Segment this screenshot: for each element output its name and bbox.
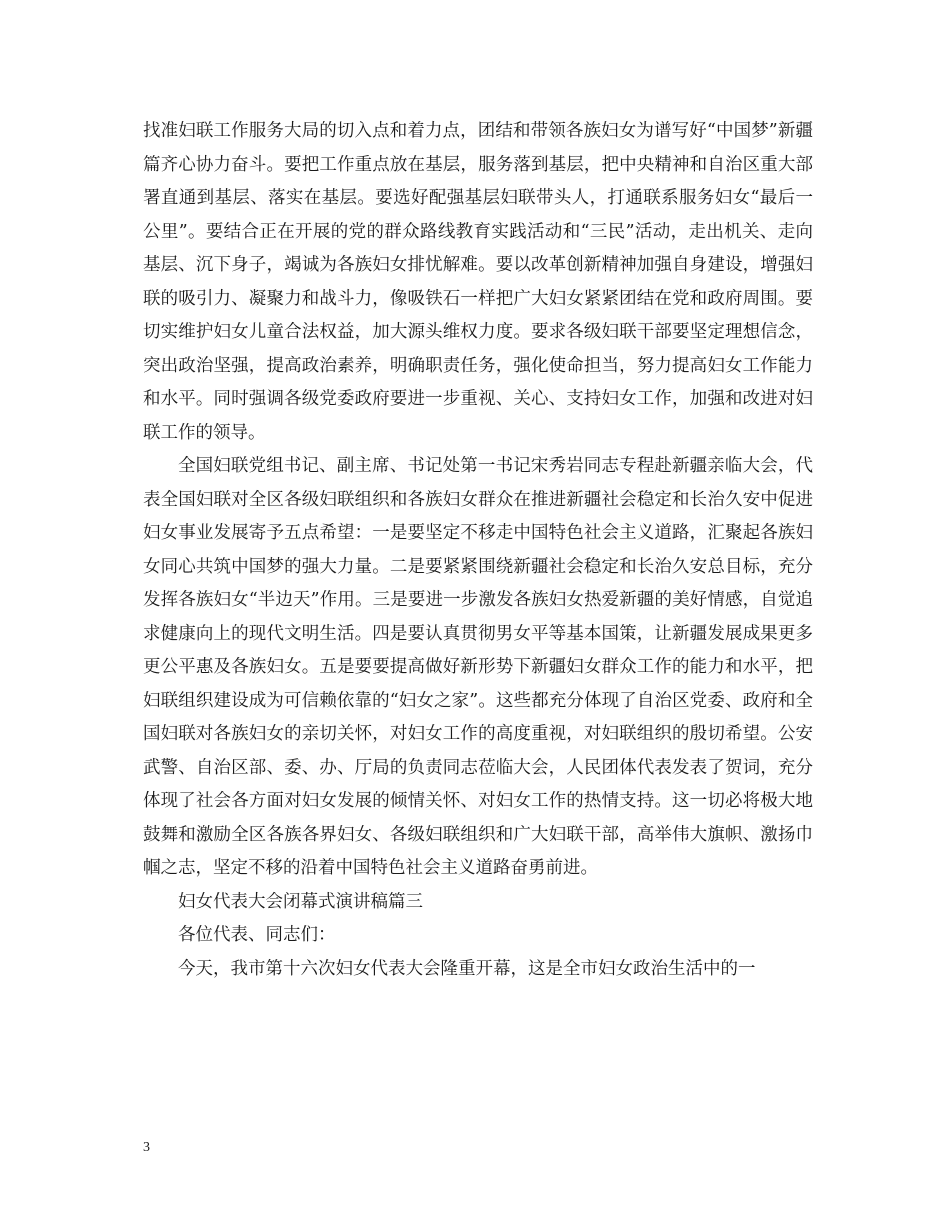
page-number: 3 bbox=[143, 1140, 150, 1155]
salutation: 各位代表、同志们： bbox=[178, 925, 336, 945]
paragraph-opening: 今天，我市第十六次妇女代表大会隆重开幕，这是全市妇女政治生活中的一 bbox=[178, 958, 756, 979]
paragraph-continuation: 找准妇联工作服务大局的切入点和着力点，团结和带领各族妇女为谱写好“中国梦”新疆篇齐心协力奋斗。要把工作重点放在基层，服务落到基层，把中央精神和自治区重大部署直通到基层、落实在基层。要选好配强基层妇联带头人，打通联系服务妇女“最后一公里”。要结合正在开展的党的群众路线教育实践活动和“三民”活动，走出机关、走向基层、沉下身子，竭诚为各族妇女排忧解难。要以改革创新精神加强自身建设，增强妇联的吸引力、凝聚力和战斗力，像吸铁石一样把广大妇女紧紧团结在党和政府周围。要切实维护妇女儿童合法权益，加大源头维权力度。要求各级妇联干部要坚定理想信念，突出政治坚强，提高政治素养，明确职责任务，强化使命担当，努力提高妇女工作能力和水平。同时强调各级党委政府要进一步重视、关心、支持妇女工作，加强和改进对妇联工作的领导。 bbox=[143, 121, 813, 443]
section-heading: 妇女代表大会闭幕式演讲稿篇三 bbox=[178, 891, 423, 912]
paragraph-song-xiuyan: 全国妇联党组书记、副主席、书记处第一书记宋秀岩同志专程赴新疆亲临大会，代表全国妇联对全区各级妇联组织和各族妇女群众在推进新疆社会稳定和长治久安中促进妇女事业发展寄予五点希望：一是要坚定不移走中国特色社会主义道路，汇聚起各族妇女同心共筑中国梦的强大力量。二是要紧紧围绕新疆社会稳定和长治久安总目标，充分发挥各族妇女“半边天”作用。三是要进一步激发各族妇女热爱新疆的美好情感，自觉追求健康向上的现代文明生活。四是要认真贯彻男女平等基本国策，让新疆发展成果更多更公平惠及各族妇女。五是要要提高做好新形势下新疆妇女群众工作的能力和水平，把妇联组织建设成为可信赖依靠的“妇女之家”。这些都充分体现了自治区党委、政府和全国妇联对各族妇女的亲切关怀，对妇女工作的高度重视，对妇联组织的殷切希望。公安武警、自治区部、委、办、厅局的负责同志莅临大会，人民团体代表发表了贺词，充分体现了社会各方面对妇女发展的倾情关怀、对妇女工作的热情支持。这一切必将极大地鼓舞和激励全区各族各界妇女、各级妇联组织和广大妇联干部，高举伟大旗帜、激扬巾帼之志，坚定不移的沿着中国特色社会主义道路奋勇前进。 bbox=[143, 456, 813, 878]
page-body bbox=[143, 115, 813, 986]
